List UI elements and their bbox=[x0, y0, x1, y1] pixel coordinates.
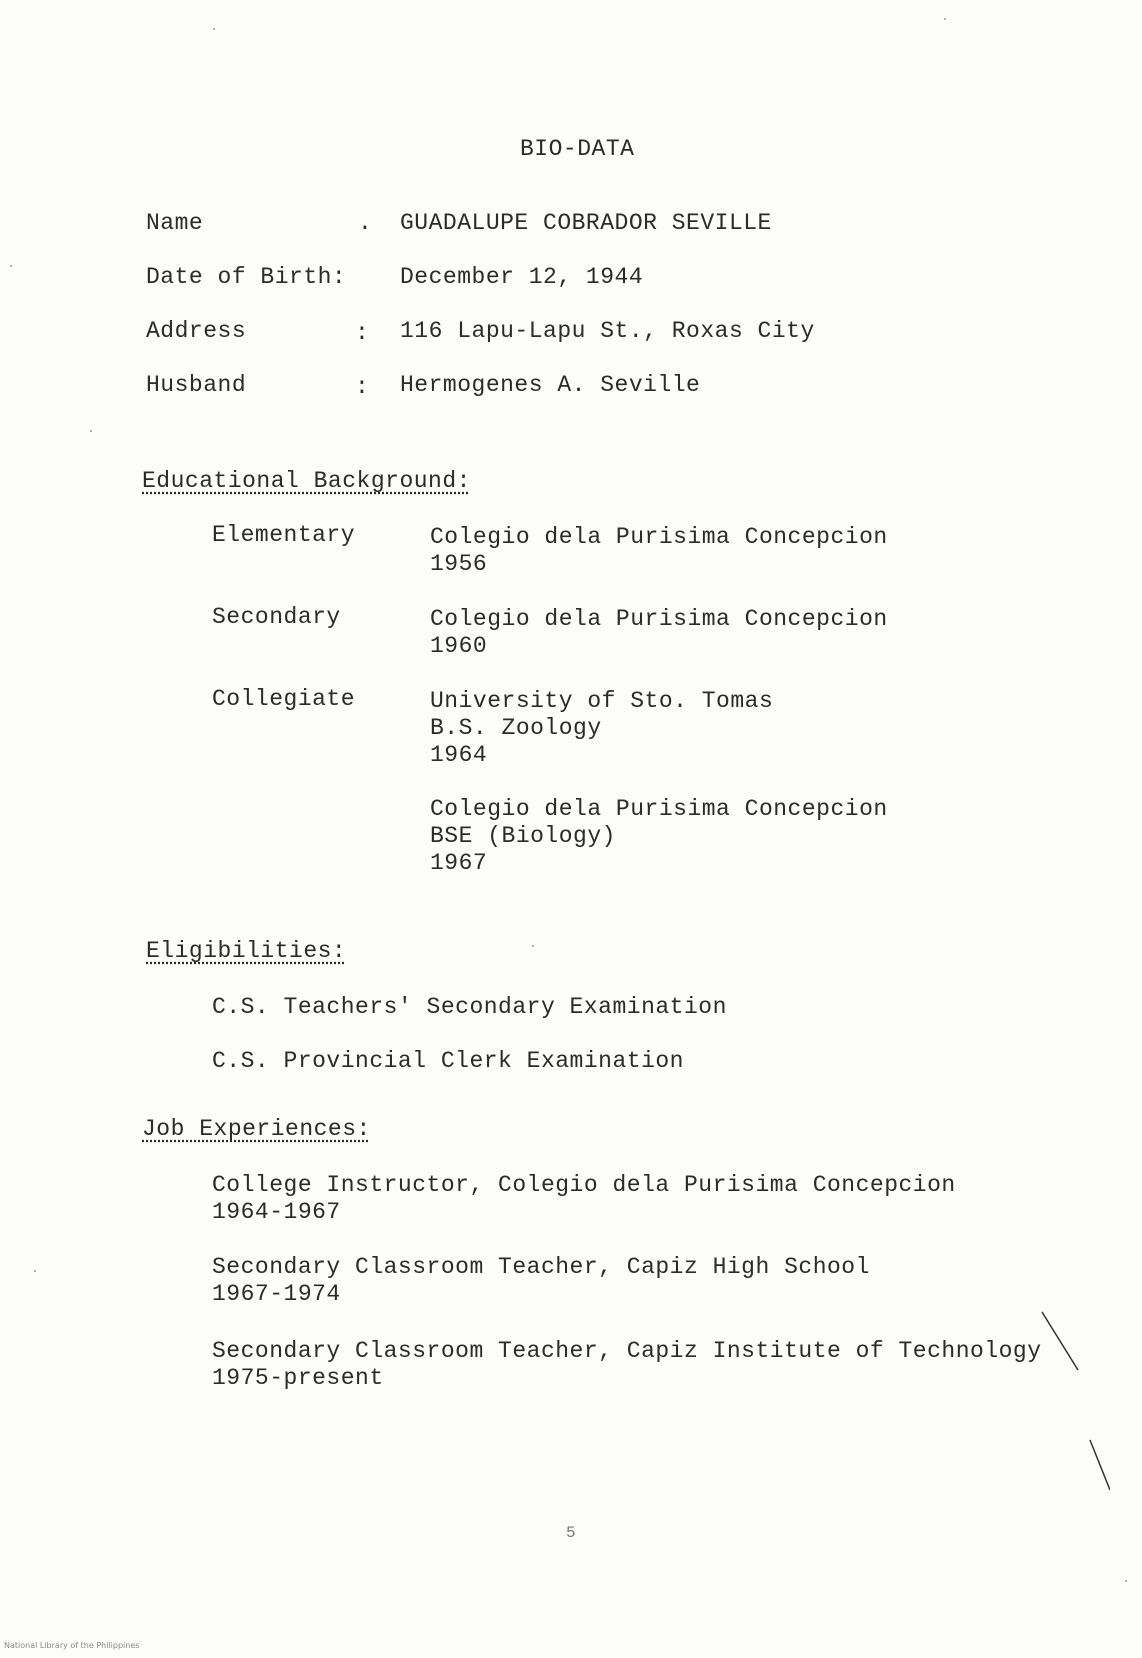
education-school: Colegio dela Purisima Concepcion bbox=[430, 606, 888, 632]
scan-speck bbox=[34, 1270, 36, 1272]
education-level: Secondary bbox=[212, 604, 341, 630]
job-title: Secondary Classroom Teacher, Capiz High School bbox=[212, 1254, 870, 1280]
scan-speck bbox=[213, 28, 215, 30]
dob-value: December 12, 1944 bbox=[400, 264, 644, 290]
document-title: BIO-DATA bbox=[520, 136, 635, 162]
husband-label: Husband bbox=[146, 372, 247, 398]
dob-label: Date of Birth: bbox=[146, 264, 347, 290]
education-level: Collegiate bbox=[212, 686, 356, 712]
scan-speck bbox=[532, 945, 534, 947]
education-school: University of Sto. Tomas bbox=[430, 688, 774, 714]
education-degree: BSE (Biology) bbox=[430, 823, 616, 849]
job-title: College Instructor, Colegio dela Purisima Concepcion bbox=[212, 1172, 956, 1198]
job-years: 1964-1967 bbox=[212, 1199, 341, 1225]
jobs-heading: Job Experiences: bbox=[142, 1116, 371, 1142]
eligibility-item: C.S. Teachers' Secondary Examination bbox=[212, 994, 727, 1020]
education-level: Elementary bbox=[212, 522, 356, 548]
education-year: 1967 bbox=[430, 850, 488, 876]
footer-source: National Library of the Philippines bbox=[4, 1641, 140, 1650]
husband-separator: : bbox=[355, 374, 370, 400]
scan-speck bbox=[90, 430, 92, 432]
page-number: 5 bbox=[566, 1524, 577, 1542]
scan-speck bbox=[1125, 1580, 1127, 1582]
education-year: 1956 bbox=[430, 551, 488, 577]
eligibilities-heading: Eligibilities: bbox=[146, 938, 347, 964]
address-separator: : bbox=[355, 320, 370, 346]
job-years: 1967-1974 bbox=[212, 1281, 341, 1307]
pen-mark bbox=[1030, 1310, 1110, 1510]
address-value: 116 Lapu-Lapu St., Roxas City bbox=[400, 318, 815, 344]
address-label: Address bbox=[146, 318, 247, 344]
name-separator: . bbox=[358, 210, 373, 236]
education-year: 1964 bbox=[430, 742, 488, 768]
education-year: 1960 bbox=[430, 633, 488, 659]
scan-speck bbox=[10, 265, 12, 267]
scan-speck bbox=[944, 18, 946, 20]
education-heading: Educational Background: bbox=[142, 468, 471, 494]
eligibility-item: C.S. Provincial Clerk Examination bbox=[212, 1048, 684, 1074]
education-degree: B.S. Zoology bbox=[430, 715, 602, 741]
job-title: Secondary Classroom Teacher, Capiz Institute of Technology bbox=[212, 1338, 1042, 1364]
name-label: Name bbox=[146, 210, 204, 236]
husband-value: Hermogenes A. Seville bbox=[400, 372, 701, 398]
job-years: 1975-present bbox=[212, 1365, 384, 1391]
education-school: Colegio dela Purisima Concepcion bbox=[430, 796, 888, 822]
name-value: GUADALUPE COBRADOR SEVILLE bbox=[400, 210, 772, 236]
education-school: Colegio dela Purisima Concepcion bbox=[430, 524, 888, 550]
